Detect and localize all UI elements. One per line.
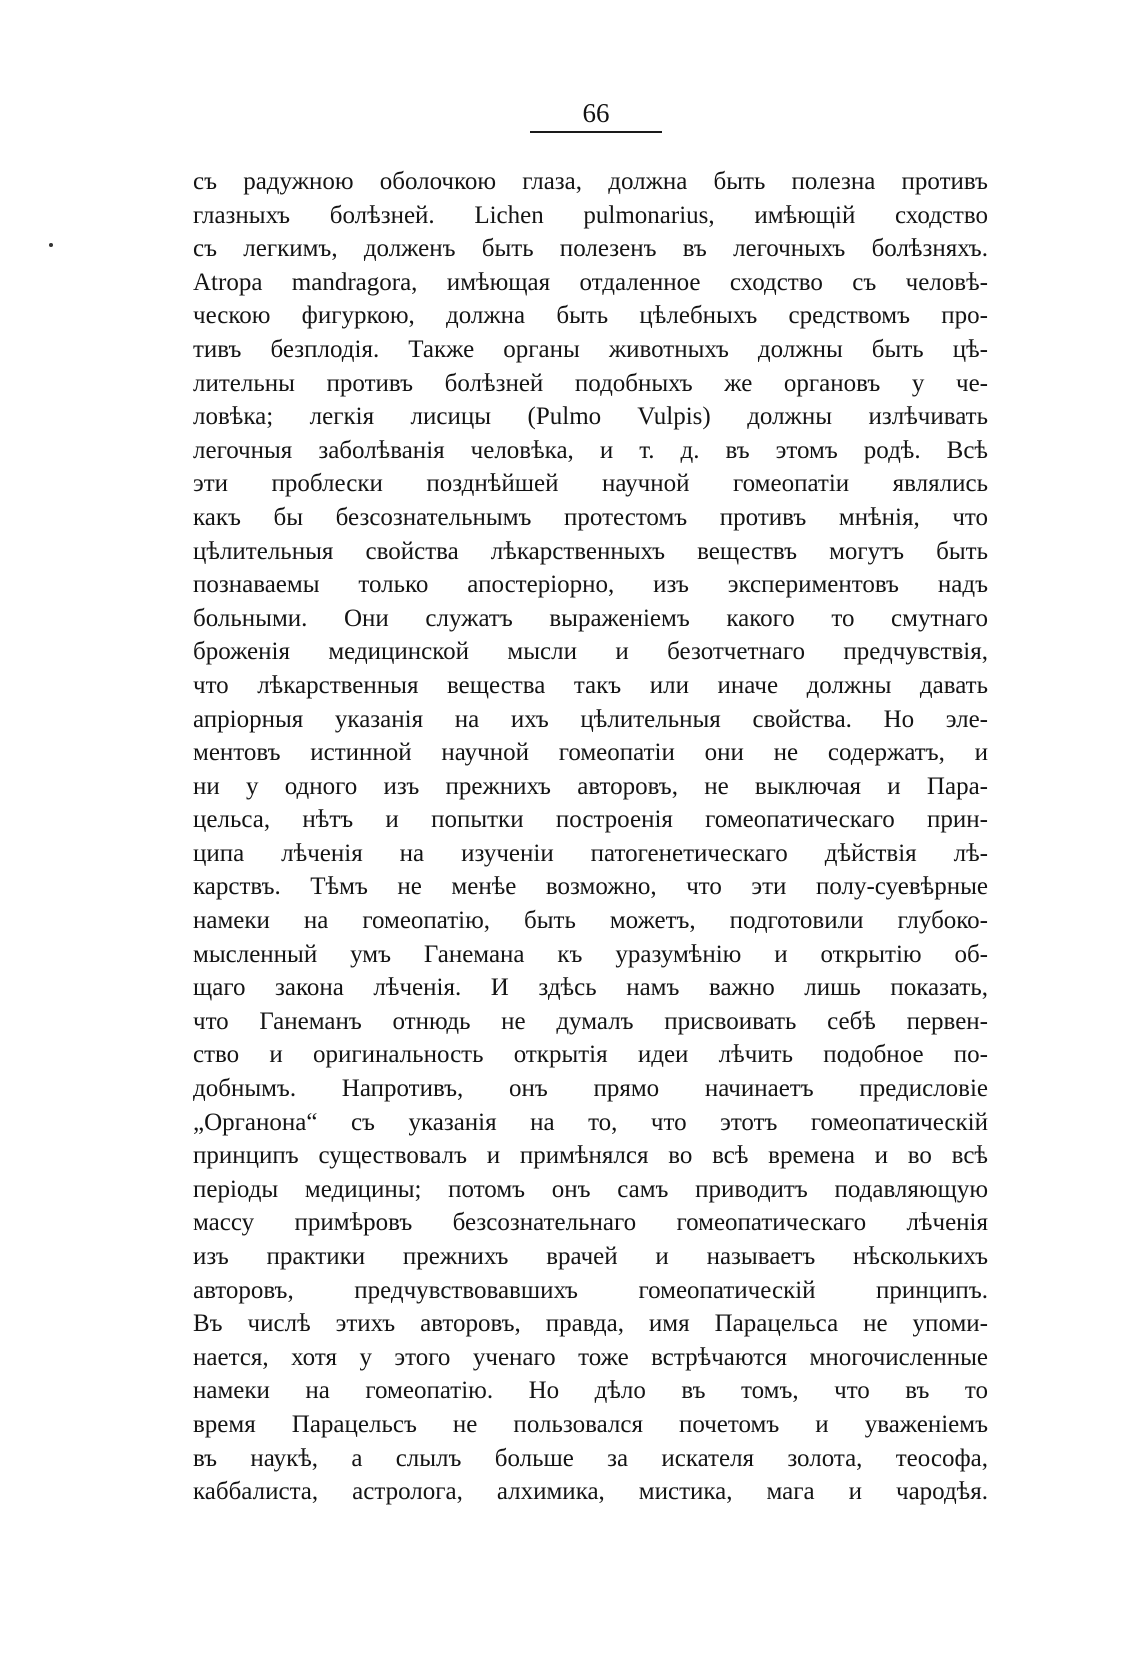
text-line: лительны противъ болѣзней подобныхъ же органовъ у че-	[193, 369, 988, 397]
text-line: тивъ безплодія. Также органы животныхъ должны быть цѣ-	[193, 335, 988, 363]
text-line: ство и оригинальность открытія идеи лѣчить подобное по-	[193, 1041, 988, 1069]
body-text	[193, 165, 988, 1509]
text-line: больными. Они служатъ выраженіемъ какого то смутнаго	[193, 604, 988, 632]
text-line: Atropa mandragora, имѣющая отдаленное сходство съ человѣ-	[193, 268, 988, 296]
text-line: „Органона“ съ указанія на то, что этотъ гомеопатическій	[193, 1108, 988, 1136]
text-line: съ легкимъ, долженъ быть полезенъ въ легочныхъ болѣзняхъ.	[193, 235, 988, 263]
text-line: легочныя заболѣванія человѣка, и т. д. въ этомъ родѣ. Всѣ	[193, 436, 988, 464]
text-line: щаго закона лѣченія. И здѣсь намъ важно лишь показать,	[193, 974, 988, 1002]
text-line: какъ бы безсознательнымъ протестомъ противъ мнѣнія, что	[193, 503, 988, 531]
text-line: добнымъ. Напротивъ, онъ прямо начинаетъ предисловіе	[193, 1075, 988, 1103]
text-line: авторовъ, предчувствовавшихъ гомеопатическій принципъ.	[193, 1276, 988, 1304]
text-line: изъ практики прежнихъ врачей и называетъ нѣсколькихъ	[193, 1243, 988, 1270]
text-line: принципъ существовалъ и примѣнялся во всѣ времена и во всѣ	[193, 1142, 988, 1170]
text-line: цѣлительныя свойства лѣкарственныхъ веществъ могутъ быть	[193, 537, 988, 565]
page-number-rule	[530, 131, 662, 133]
text-line: ческою фигуркою, должна быть цѣлебныхъ средствомъ про-	[193, 302, 988, 330]
text-line: нается, хотя у этого ученаго тоже встрѣчаются многочисленные	[193, 1343, 988, 1371]
text-line: мысленный умъ Ганемана къ уразумѣнію и открытію об-	[193, 940, 988, 968]
text-line: время Парацельсъ не пользовался почетомъ и уваженіемъ	[193, 1410, 988, 1438]
page-number: 66	[582, 98, 610, 128]
text-line: эти проблески позднѣйшей научной гомеопатіи являлись	[193, 470, 988, 498]
text-line: ментовъ истинной научной гомеопатіи они не содержатъ, и	[193, 739, 988, 767]
text-line: Въ числѣ этихъ авторовъ, правда, имя Парацельса не упоми-	[193, 1310, 988, 1338]
text-line: ципа лѣченія на изученіи патогенетическаго дѣйствія лѣ-	[193, 839, 988, 867]
text-line: намеки на гомеопатію, быть можетъ, подготовили глубоко-	[193, 907, 988, 935]
text-line: каббалиста, астролога, алхимика, мистика, мага и чародѣя.	[193, 1478, 988, 1506]
text-line: что Ганеманъ отнюдь не думалъ присвоивать себѣ первен-	[193, 1007, 988, 1035]
text-line: карствъ. Тѣмъ не менѣе возможно, что эти полу-суевѣрные	[193, 873, 988, 901]
text-line: съ радужною оболочкою глаза, должна быть полезна противъ	[193, 168, 988, 195]
text-line: намеки на гомеопатію. Но дѣло въ томъ, что въ то	[193, 1377, 988, 1405]
text-line: массу примѣровъ безсознательнаго гомеопатическаго лѣченія	[193, 1209, 988, 1237]
text-line: ни у одного изъ прежнихъ авторовъ, не выключая и Пара-	[193, 772, 988, 800]
text-line: въ наукѣ, а слылъ больше за искателя золота, теософа,	[193, 1444, 988, 1472]
text-line: глазныхъ болѣзней. Lichen pulmonarius, имѣющій сходство	[193, 201, 988, 229]
print-speck	[49, 243, 53, 247]
text-line: апріорныя указанія на ихъ цѣлительныя свойства. Но эле-	[193, 705, 988, 733]
text-line: ловѣка; легкія лисицы (Pulmo Vulpis) должны излѣчивать	[193, 403, 988, 431]
text-line: цельса, нѣтъ и попытки построенія гомеопатическаго прин-	[193, 806, 988, 834]
text-line: періоды медицины; потомъ онъ самъ приводитъ подавляющую	[193, 1175, 988, 1203]
text-line: что лѣкарственныя вещества такъ или иначе должны давать	[193, 671, 988, 699]
text-line: познаваемы только апостеріорно, изъ экспериментовъ надъ	[193, 571, 988, 599]
text-line: броженія медицинской мысли и безотчетнаго предчувствія,	[193, 638, 988, 666]
